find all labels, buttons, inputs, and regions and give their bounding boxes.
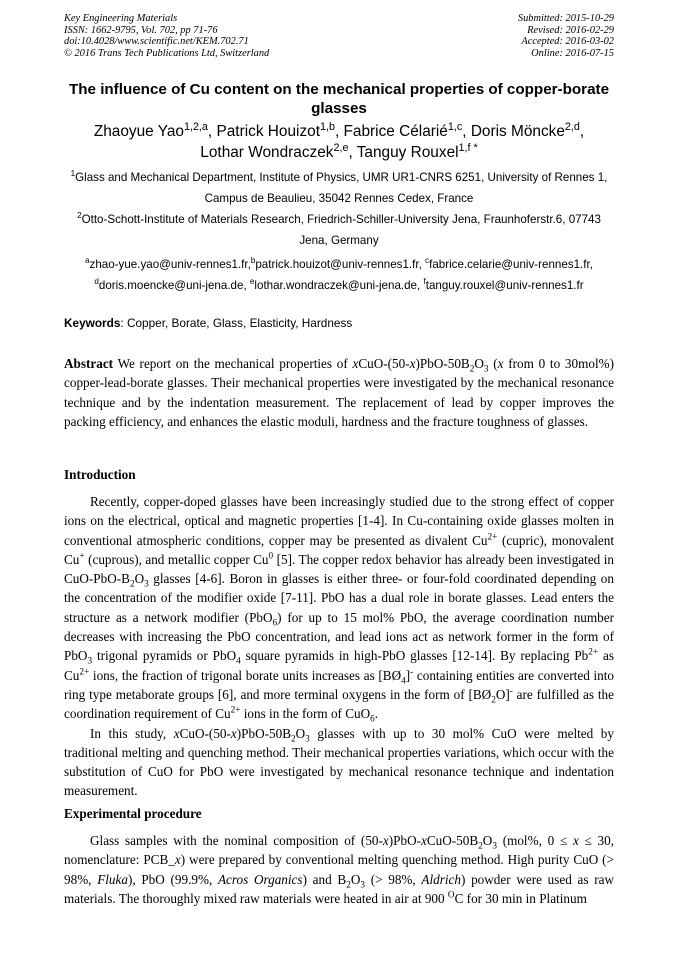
date-accepted: Accepted: 2016-03-02 xyxy=(521,36,614,48)
section-heading-introduction: Introduction xyxy=(64,467,136,482)
paper-title: The influence of Cu content on the mechanical properties of copper-borate glasses xyxy=(68,81,610,117)
affiliation-1 xyxy=(64,167,614,209)
email-link[interactable]: doris.moencke@uni-jena.de, xyxy=(98,279,247,292)
experimental-body xyxy=(64,831,614,908)
author-name: Fabrice Célarié xyxy=(343,123,448,140)
keywords-text: : Copper, Borate, Glass, Elasticity, Hardness xyxy=(120,316,353,330)
paragraph: Recently, copper-doped glasses have been increasingly studied due to the strong effect of copper ions on the electrical, optical and magnetic properties [1-4]. In Cu-containing oxide glasses molten in conventional atmospheric conditions, copper may be presented as divalent $Cu^{2+}$ (cupric), monovalent Cu+ (cuprous), and metallic copper Cu$^0$ [5]. The copper redox behavior has already been investigated in CuO-$PbO-B_2O_3$ glasses [4-6]. Boron in glasses is either three- or four-fold coordinated depending on the concentration of the modifier oxide [7-11]. PbO has a dual role in borate glasses. Lead enters the structure as a network modifier (PbO$_6$) for up to 15 mol% PbO, the average coordination number decreases with increasing the PbO concentration, and lead ions act as network former in the form of PbO$_3$ trigonal pyramids or PbO$_4$ square pyramids in high-PbO glasses [12-14]. By replacing $Pb^{2+}$ as $Cu^{2+}$ ions, the fraction of trigonal borate units increases as $[BØ_4]^-$ containing entities are converted into ring type metaborate groups [6], and more terminal oxygens in the form of $[BØ_2O]^-$ are fulfilled as the coordination requirement of $Cu^{2+}$ ions in the form of CuO$_6$. xyxy=(64,494,614,724)
author-name: Tanguy Rouxel xyxy=(356,144,459,161)
journal-doi[interactable]: doi:10.4028/www.scientific.net/KEM.702.71 xyxy=(64,36,249,48)
journal-name: Key Engineering Materials xyxy=(64,13,178,24)
author-affil-mark: 1,f * xyxy=(458,141,478,154)
journal-issn: ISSN: 1662-9795, Vol. 702, pp 71-76 xyxy=(64,24,218,36)
abstract-label: Abstract xyxy=(64,356,114,371)
paragraph: In this study, xCuO-$(50-x)PbO-50B_2O_3$ glasses with up to 30 mol% CuO were melted by traditional melting and quenching method. Their mechanical properties variations, which occur with the substitution of CuO for PbO were investigated by mechanical resonance technique and indentation measurement. xyxy=(64,725,614,799)
author-affil-mark: 2,e xyxy=(333,141,349,154)
author-list: Zhaoyue Yao$^{1,2,a}$, Patrick Houizot$^{1,b}$, Fabrice Célarié$^{1,c}$, Doris Möncke$^{2,d}$, Lothar Wondraczek$^{2,e}$, Tanguy Rouxel$^{1,f *}$ xyxy=(93,120,585,161)
date-online: Online: 2016-07-15 xyxy=(531,47,614,59)
journal-copyright: © 2016 Trans Tech Publications Ltd, Switzerland xyxy=(64,47,270,59)
email-link[interactable]: zhao-yue.yao@univ-rennes1.fr, xyxy=(89,258,251,271)
email-link[interactable]: tanguy.rouxel@univ-rennes1.fr xyxy=(425,279,584,292)
email-link[interactable]: lothar.wondraczek@uni-jena.de, xyxy=(254,279,421,292)
author-affil-mark: 1,b xyxy=(319,120,335,133)
email-link[interactable]: patrick.houizot@univ-rennes1.fr, xyxy=(255,258,422,271)
journal-header-left xyxy=(64,13,269,59)
keywords-label: Keywords xyxy=(64,316,121,330)
paragraph: Glass samples with the nominal composition of $(50-x)PbO-xCuO-50B_2O_3$ (mol%, 0 ≤ x ≤ 30, nomenclature: PCB_x) were prepared by conventional melting quenching method. High purity CuO (> 98%, Fluka), PbO (99.9%, Acros Organics) and $B_2O_3$ (> 98%, Aldrich) powder were used as raw materials. The thoroughly mixed raw materials were heated in air at 900 $^O$C for 30 min in Platinum xyxy=(64,833,614,906)
keywords xyxy=(64,314,614,332)
affiliation-mark: 1 xyxy=(70,169,76,179)
affiliation-mark: 2 xyxy=(77,211,82,221)
abstract: Abstract We report on the mechanical properties of xCuO-$(50-x)PbO-50B_2O_3$ (x from 0 to 30mol%) copper-lead-borate glasses. Their mechanical properties were investigated by the mechanical resonance technique and by the indentation measurement. The replacement of lead by copper improves the packing efficiency, and enhances the elastic moduli, hardness and the fracture toughness of glasses. xyxy=(64,356,614,429)
author-name: Patrick Houizot xyxy=(216,123,320,140)
author-name: Lothar Wondraczek xyxy=(200,144,334,161)
author-affil-mark: 1,c xyxy=(447,120,463,133)
date-revised: Revised: 2016-02-29 xyxy=(527,24,614,36)
affiliation-2 xyxy=(64,209,614,251)
author-name: Zhaoyue Yao xyxy=(93,123,184,140)
journal-header-right xyxy=(518,13,614,59)
affiliation-text: Otto-Schott-Institute of Materials Research, Friedrich-Schiller-University Jena, Fraunhoferstr.6, 07743 Jena, Germany xyxy=(81,213,601,247)
author-affil-mark: 2,d xyxy=(564,120,580,133)
affiliation-text: Glass and Mechanical Department, Institute of Physics, UMR UR1-CNRS 6251, University of Rennes 1, Campus de Beaulieu, 35042 Rennes Cedex, France xyxy=(75,171,608,205)
email-link[interactable]: fabrice.celarie@univ-rennes1.fr, xyxy=(429,258,593,271)
author-emails: $^a$zhao-yue.yao@univ-rennes1.fr,$^b$patrick.houizot@univ-rennes1.fr, $^c$fabrice.celarie@univ-rennes1.fr, $^d$doris.moencke@uni-jena.de, $^e$lothar.wondraczek@uni-jena.de, $^f$tanguy.rouxel@univ-rennes1.fr xyxy=(85,256,593,292)
date-submitted: Submitted: 2015-10-29 xyxy=(517,13,614,24)
author-affil-mark: 1,2,a xyxy=(183,120,208,133)
author-name: Doris Möncke xyxy=(470,123,565,140)
introduction-body xyxy=(64,492,614,801)
section-heading-experimental: Experimental procedure xyxy=(64,806,202,821)
